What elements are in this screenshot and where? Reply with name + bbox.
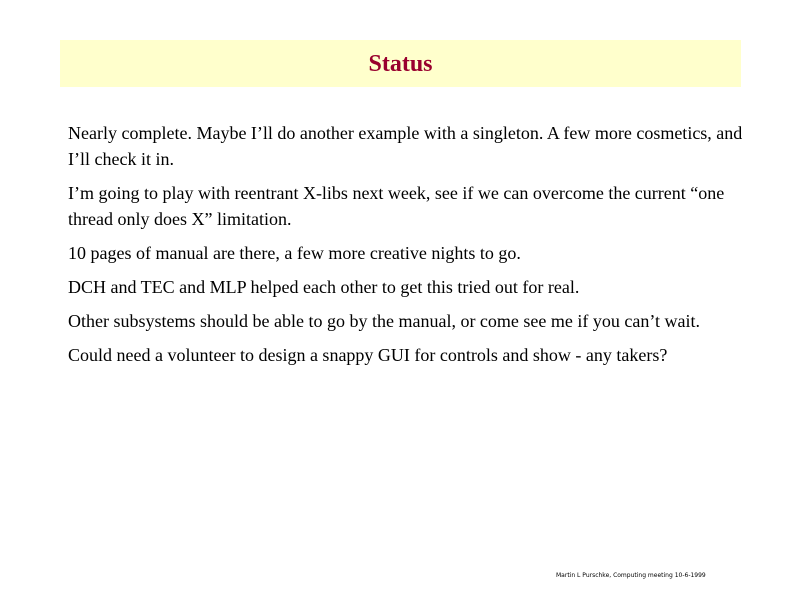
status-paragraph-1: Nearly complete. Maybe I’ll do another example with a singleton. A few more cosmetics, and I’ll check it in. [68,123,743,169]
status-paragraph-5: Other subsystems should be able to go by the manual, or come see me if you can’t wait. [68,311,701,331]
status-paragraph-3: 10 pages of manual are there, a few more creative nights to go. [68,243,521,263]
slide-body [68,120,743,376]
status-paragraph-2: I’m going to play with reentrant X-libs next week, see if we can overcome the current “one thread only does X” limitation. [68,183,725,229]
title-bar [60,40,741,87]
status-paragraph-6: Could need a volunteer to design a snappy GUI for controls and show - any takers? [68,345,668,365]
slide-title: Status [368,51,433,77]
status-paragraph-4: DCH and TEC and MLP helped each other to get this tried out for real. [68,277,580,297]
slide-footer: Martin L Purschke, Computing meeting 10-6-1999 [556,572,706,579]
